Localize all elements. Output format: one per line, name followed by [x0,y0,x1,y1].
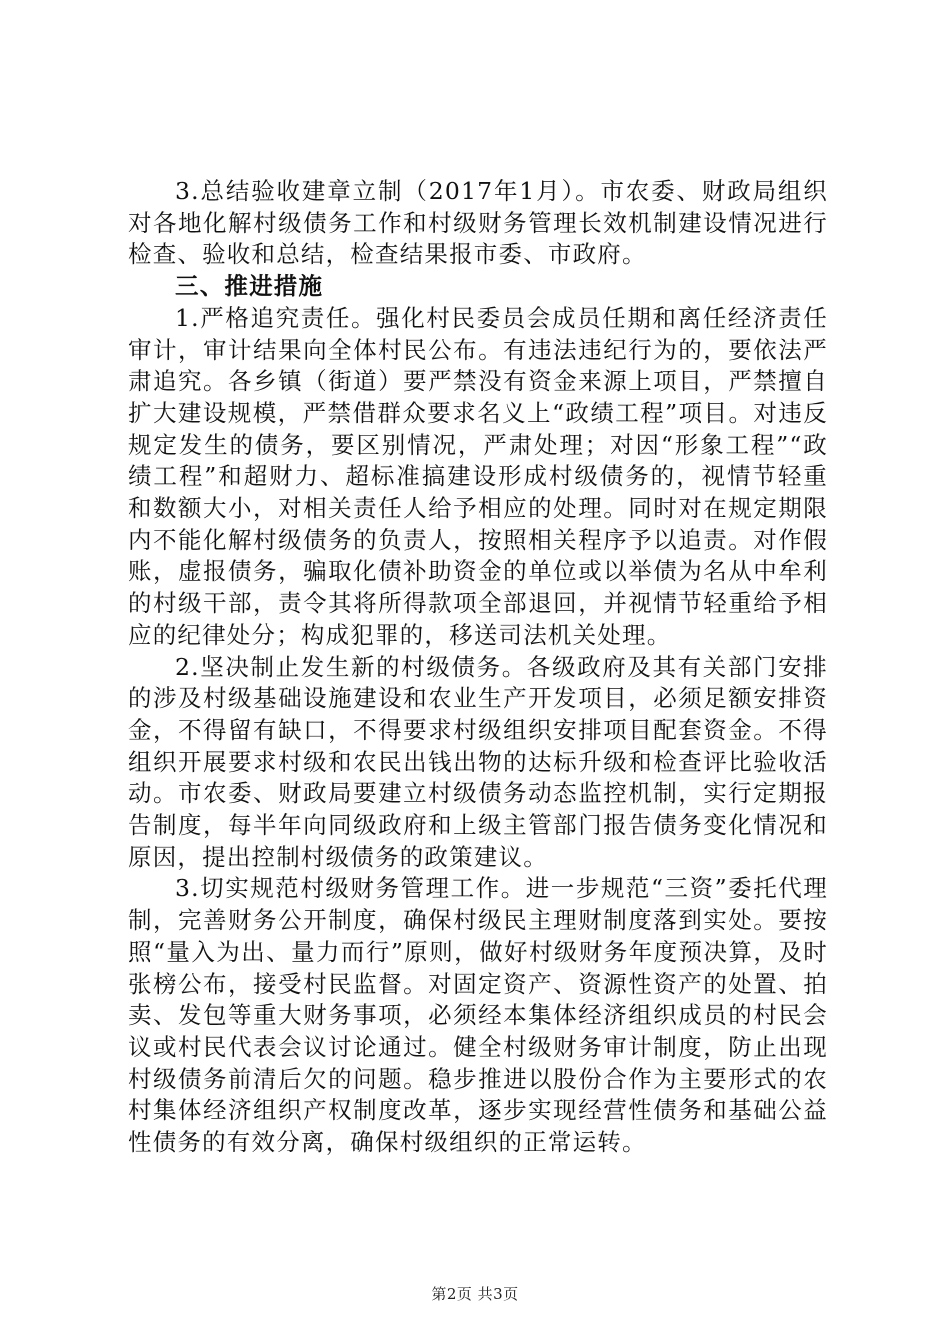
paragraph-accountability: 1.严格追究责任。强化村民委员会成员任期和离任经济责任审计，审计结果向全体村民公布。有违法违纪行为的，要依法严肃追究。各乡镇（街道）要严禁没有资金来源上项目，严禁擅自扩大建设规模，严禁借群众要求名义上“政绩工程”项目。对违反规定发生的债务，要区别情况，严肃处理；对因“形象工程”“政绩工程”和超财力、超标准搞建设形成村级债务的，视情节轻重和数额大小，对相关责任人给予相应的处理。同时对在规定期限内不能化解村级债务的负责人，按照相关程序予以追责。对作假账，虚报债务，骗取化债补助资金的单位或以举债为名从中牟利的村级干部，责令其将所得款项全部退回，并视情节轻重给予相应的纪律处分；构成犯罪的，移送司法机关处理。 [128,303,828,649]
paragraph-financial-management: 3.切实规范村级财务管理工作。进一步规范“三资”委托代理制，完善财务公开制度，确保村级民主理财制度落到实处。要按照“量入为出、量力而行”原则，做好村级财务年度预决算，及时张榜公布，接受村民监督。对固定资产、资源性资产的处置、拍卖、发包等重大财务事项，必须经本集体经济组织成员的村民会议或村民代表会议讨论通过。健全村级财务审计制度，防止出现村级债务前清后欠的问题。稳步推进以股份合作为主要形式的农村集体经济组织产权制度改革，逐步实现经营性债务和基础公益性债务的有效分离，确保村级组织的正常运转。 [128,874,828,1157]
page-number-footer: 第2页 共3页 [431,1285,519,1303]
paragraph-prevent-new-debt: 2.坚决制止发生新的村级债务。各级政府及其有关部门安排的涉及村级基础设施建设和农业生产开发项目，必须足额安排资金，不得留有缺口，不得要求村级组织安排项目配套资金。不得组织开展要求村级和农民出钱出物的达标升级和检查评比验收活动。市农委、财政局要建立村级债务动态监控机制，实行定期报告制度，每半年向同级政府和上级主管部门报告债务变化情况和原因，提出控制村级债务的政策建议。 [128,652,828,871]
paragraph-summary-acceptance: 3.总结验收建章立制（2017年1月）。市农委、财政局组织对各地化解村级债务工作和村级财务管理长效机制建设情况进行检查、验收和总结，检查结果报市委、市政府。 [128,177,828,269]
section-heading-measures: 三、推进措施 [175,272,324,301]
document-body [128,176,828,1159]
